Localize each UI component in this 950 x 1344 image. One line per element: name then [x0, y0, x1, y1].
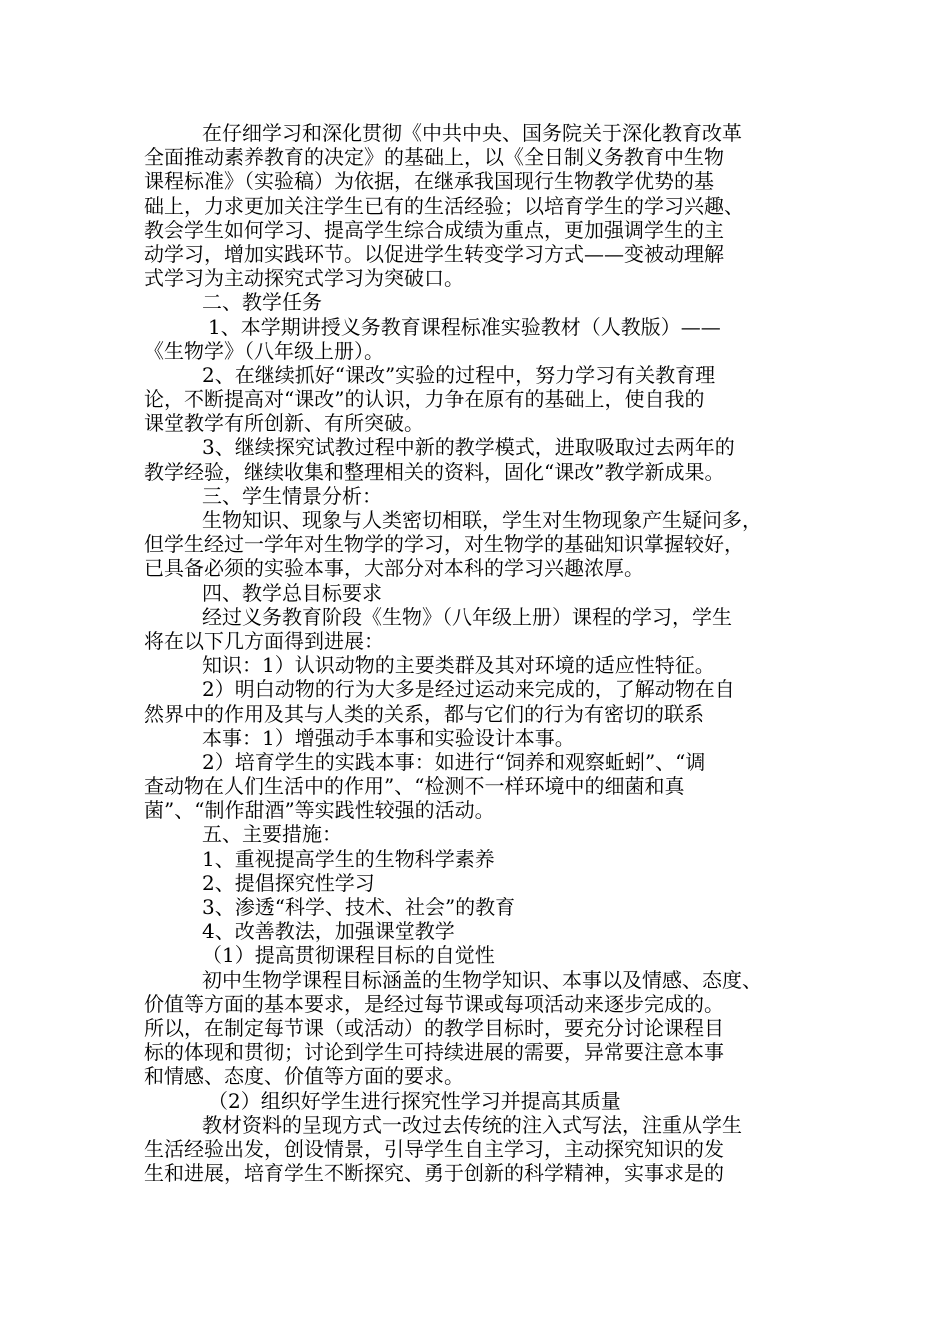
text-line: 动学习，增加实践环节。以促进学生转变学习方式——变被动理解	[144, 241, 724, 266]
section-heading: 三、学生情景分析：	[202, 483, 382, 508]
section-heading: 四、教学总目标要求	[202, 580, 382, 605]
subsection-heading: （2）组织好学生进行探究性学习并提高其质量	[208, 1088, 621, 1113]
text-line: 2、在继续抓好“课改”实验的过程中，努力学习有关教育理	[202, 362, 716, 387]
text-line: 价值等方面的基本要求，是经过每节课或每项活动来逐步完成的。	[144, 991, 724, 1016]
text-line: 《生物学》（八年级上册）。	[144, 338, 384, 363]
text-line: 已具备必须的实验本事，大部分对本科的学习兴趣浓厚。	[144, 556, 644, 581]
text-line: 在仔细学习和深化贯彻《中共中央、国务院关于深化教育改革	[202, 121, 742, 145]
list-item: 3、渗透“科学、技术、社会”的教育	[202, 895, 516, 919]
text-line: 教学经验，继续收集和整理相关的资料，固化“课改”教学新成果。	[144, 459, 725, 484]
list-item: 1、重视提高学生的生物科学素养	[202, 846, 495, 871]
text-line: 式学习为主动探究式学习为突破口。	[144, 266, 464, 291]
document-body	[144, 121, 824, 1185]
section-heading: 五、主要措施：	[202, 822, 342, 847]
text-line: 菌”、“制作甜酒”等实践性较强的活动。	[144, 798, 495, 823]
text-line: 将在以下几方面得到进展：	[144, 628, 384, 653]
text-line: 标的体现和贯彻；讨论到学生可持续进展的需要，异常要注意本事	[144, 1040, 724, 1065]
text-line: 课堂教学有所创新、有所突破。	[144, 411, 424, 436]
text-line: 全面推动素养教育的决定》的基础上，以《全日制义务教育中生物	[144, 145, 724, 170]
text-line: 1、本学期讲授义务教育课程标准实验教材（人教版）——	[208, 314, 721, 339]
text-line: 本事：1）增强动手本事和实验设计本事。	[202, 725, 575, 750]
text-line: 然界中的作用及其与人类的关系，都与它们的行为有密切的联系	[144, 701, 704, 726]
text-line: 教会学生如何学习、提高学生综合成绩为重点，更加强调学生的主	[144, 217, 724, 242]
text-line: 但学生经过一学年对生物学的学习，对生物学的基础知识掌握较好，	[144, 532, 744, 557]
text-line: 教材资料的呈现方式一改过去传统的注入式写法，注重从学生	[202, 1112, 742, 1137]
text-line: 2）明白动物的行为大多是经过运动来完成的，了解动物在自	[202, 677, 735, 702]
section-heading: 二、教学任务	[202, 290, 322, 315]
list-item: 4、改善教法，加强课堂教学	[202, 919, 455, 944]
text-line: 经过义务教育阶段《生物》（八年级上册）课程的学习，学生	[202, 604, 732, 629]
text-line: 和情感、态度、价值等方面的要求。	[144, 1064, 464, 1089]
text-line: 2）培育学生的实践本事：如进行“饲养和观察蚯蚓”、“调	[202, 749, 706, 774]
text-line: 初中生物学课程目标涵盖的生物学知识、本事以及情感、态度、	[202, 967, 762, 992]
text-line: 知识：1）认识动物的主要类群及其对环境的适应性特征。	[202, 653, 715, 678]
text-line: 所以，在制定每节课（或活动）的教学目标时，要充分讨论课程目	[144, 1015, 724, 1040]
subsection-heading: （1）提高贯彻课程目标的自觉性	[202, 943, 495, 968]
text-line: 查动物在人们生活中的作用”、“检测不一样环境中的细菌和真	[144, 774, 685, 799]
text-line: 础上，力求更加关注学生已有的生活经验；以培育学生的学习兴趣、	[144, 193, 744, 218]
list-item: 2、提倡探究性学习	[202, 870, 375, 895]
text-line: 生活经验出发，创设情景，引导学生自主学习，主动探究知识的发	[144, 1136, 724, 1161]
text-line: 课程标准》（实验稿）为依据，在继承我国现行生物教学优势的基	[144, 169, 714, 194]
text-line: 论，不断提高对“课改”的认识，力争在原有的基础上，使自我的	[144, 387, 705, 412]
text-line: 生物知识、现象与人类密切相联，学生对生物现象产生疑问多，	[202, 508, 762, 532]
text-line: 生和进展，培育学生不断探究、勇于创新的科学精神，实事求是的	[144, 1161, 724, 1186]
text-line: 3、继续探究试教过程中新的教学模式，进取吸取过去两年的	[202, 435, 735, 460]
